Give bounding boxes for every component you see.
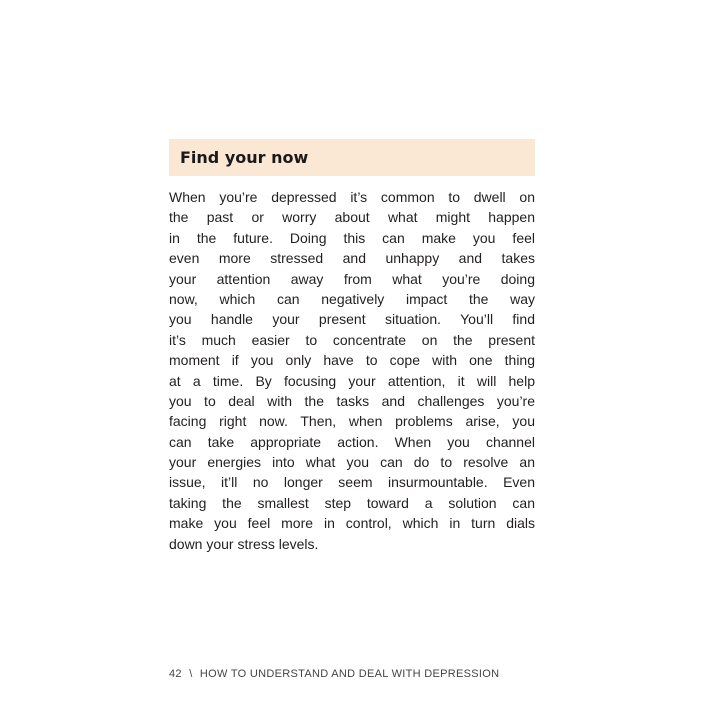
footer-separator: \ [189,668,193,680]
body-line: taking the smallest step toward a solution can [169,494,535,511]
body-line: you handle your present situation. You’ll find [169,311,535,328]
body-text [169,187,535,554]
body-line: When you’re depressed it’s common to dwell on [169,189,535,205]
book-title: HOW TO UNDERSTAND AND DEAL WITH DEPRESSION [199,668,500,680]
body-line: moment if you only have to cope with one thing [169,352,535,369]
body-line: can take appropriate action. When you channel [169,433,535,450]
body-line: facing right now. Then, when problems arise, you [169,413,535,430]
body-line: it’s much easier to concentrate on the present [169,331,535,348]
body-line: you to deal with the tasks and challenges you’re [169,392,535,409]
page-footer [169,668,499,680]
body-line: in the future. Doing this can make you feel [169,229,535,246]
body-line: even more stressed and unhappy and takes [169,250,535,267]
body-line: your energies into what you can do to resolve an [169,454,535,471]
body-line: your attention away from what you’re doing [169,270,535,287]
section-heading-box [169,139,535,176]
page-number: 42 [169,668,182,680]
body-line: issue, it’ll no longer seem insurmountable. Even [169,474,535,491]
section-heading: Find your now [180,148,309,167]
body-line: at a time. By focusing your attention, it will help [169,372,535,389]
body-line: down your stress levels. [169,535,319,552]
body-line: the past or worry about what might happen [169,209,535,226]
body-line: make you feel more in control, which in turn dials [169,515,535,532]
body-line: now, which can negatively impact the way [169,290,535,307]
